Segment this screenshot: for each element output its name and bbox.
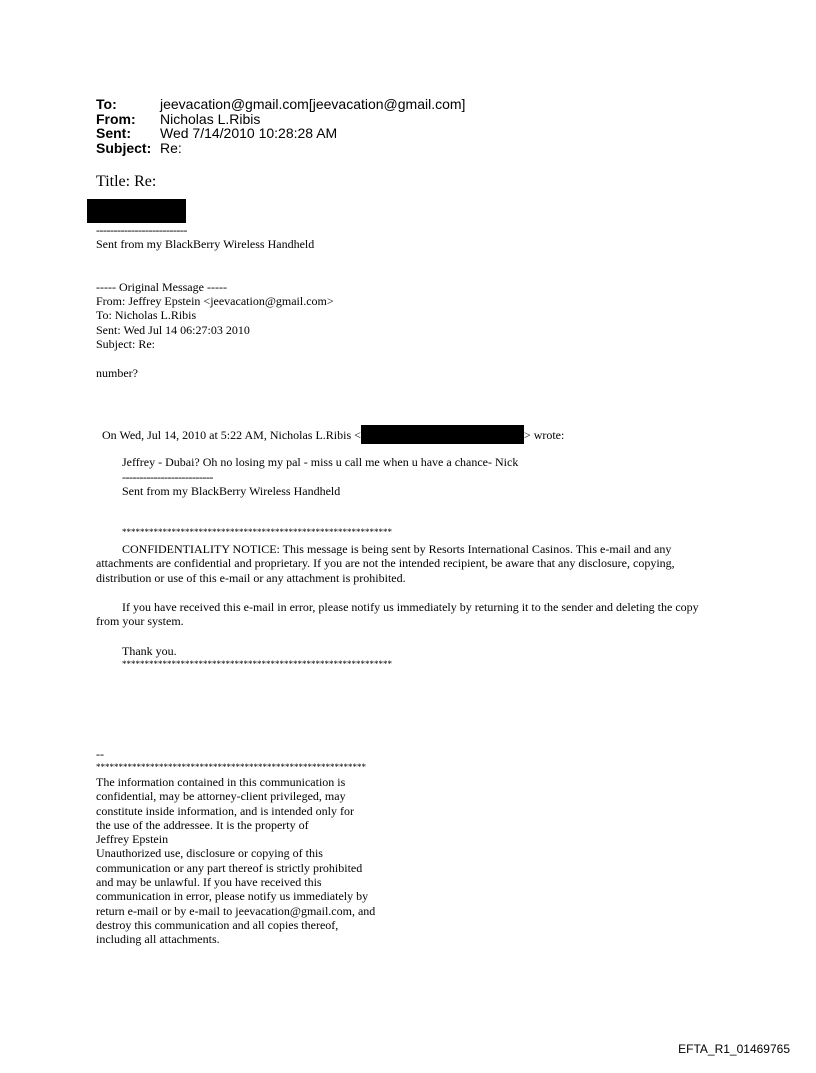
to-value: jeevacation@gmail.com[jeevacation@gmail.com] bbox=[160, 96, 466, 112]
disclaimer-line: constitute inside information, and is intended only for bbox=[96, 803, 354, 818]
redacted-email bbox=[361, 425, 524, 444]
original-body: number? bbox=[96, 366, 138, 380]
confidentiality-stars-top: ************************************************************ bbox=[122, 527, 392, 537]
original-to: To: Nicholas L.Ribis bbox=[96, 308, 197, 322]
confidentiality-error-note: If you have received this e-mail in error, please notify us immediately by returning it to the sender and deleting the copy from your system. bbox=[96, 600, 699, 629]
disclaimer-line: destroy this communication and all copies thereof, bbox=[96, 917, 339, 932]
subject-label: Subject: bbox=[96, 139, 152, 156]
disclaimer-line: the use of the addressee. It is the property of bbox=[96, 817, 309, 832]
quote-intro-before: On Wed, Jul 14, 2010 at 5:22 AM, Nicholas L.Ribis < bbox=[102, 428, 361, 443]
sent-value: Wed 7/14/2010 10:28:28 AM bbox=[160, 125, 338, 141]
disclaimer-line: Unauthorized use, disclosure or copying of this bbox=[96, 846, 323, 861]
disclaimer-line: Jeffrey Epstein bbox=[96, 832, 169, 847]
disclaimer-text bbox=[96, 775, 375, 947]
disclaimer-line: communication or any part thereof is strictly prohibited bbox=[96, 860, 363, 875]
disclaimer-line: communication in error, please notify us immediately by bbox=[96, 889, 369, 904]
disclaimer-line: return e-mail or by e-mail to jeevacation@gmail.com, and bbox=[96, 903, 376, 918]
subject-row bbox=[96, 141, 465, 156]
to-row bbox=[96, 97, 465, 112]
original-from: From: Jeffrey Epstein <jeevacation@gmail.com> bbox=[96, 294, 334, 308]
quote-separator: -------------------------- bbox=[122, 470, 213, 484]
confidentiality-stars-bottom: ************************************************************ bbox=[122, 659, 392, 669]
original-sent: Sent: Wed Jul 14 06:27:03 2010 bbox=[96, 323, 250, 337]
sent-label: Sent: bbox=[96, 125, 131, 141]
original-subject: Subject: Re: bbox=[96, 337, 155, 351]
to-label: To: bbox=[96, 96, 117, 112]
disclaimer-line: confidential, may be attorney-client privileged, may bbox=[96, 789, 346, 804]
quote-intro-after: > wrote: bbox=[523, 428, 565, 443]
original-heading: ----- Original Message ----- bbox=[96, 280, 227, 294]
from-label: From: bbox=[96, 110, 136, 127]
redaction-block bbox=[87, 199, 186, 223]
disclaimer-dashes: -- bbox=[96, 747, 104, 761]
quote-signature: Sent from my BlackBerry Wireless Handheld bbox=[122, 484, 341, 498]
disclaimer-line: and may be unlawful. If you have received this bbox=[96, 875, 322, 890]
disclaimer-line: The information contained in this communication is bbox=[96, 775, 346, 789]
email-header bbox=[96, 97, 465, 155]
sent-row bbox=[96, 126, 465, 141]
quote-intro bbox=[96, 411, 564, 444]
confidentiality-thanks: Thank you. bbox=[122, 644, 177, 658]
from-row bbox=[96, 112, 465, 127]
document-id: EFTA_R1_01469765 bbox=[678, 1042, 790, 1056]
quote-message: Jeffrey - Dubai? Oh no losing my pal - miss u call me when u have a chance- Nick bbox=[122, 455, 519, 469]
confidentiality-notice: CONFIDENTIALITY NOTICE: This message is being sent by Resorts International Casinos. This e-mail and any attachments are confidential and proprietary. If you are not the intended recipient, be aware that any disclosure, copying, distribution or use of this e-mail or any attachment is prohibited. bbox=[96, 542, 675, 585]
from-value: Nicholas L.Ribis bbox=[160, 110, 261, 127]
disclaimer-stars: ************************************************************ bbox=[96, 762, 366, 772]
reply-separator: -------------------------- bbox=[96, 223, 187, 237]
disclaimer-line: including all attachments. bbox=[96, 932, 220, 947]
subject-value: Re: bbox=[160, 139, 182, 156]
reply-signature: Sent from my BlackBerry Wireless Handheld bbox=[96, 237, 315, 251]
page-title: Title: Re: bbox=[96, 173, 157, 190]
